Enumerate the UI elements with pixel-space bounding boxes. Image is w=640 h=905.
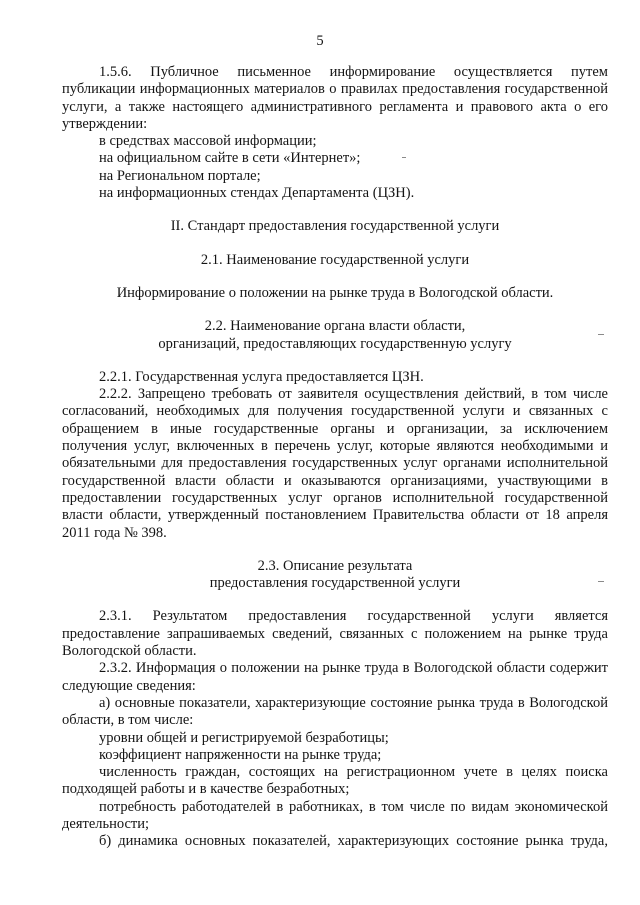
paragraph-gap bbox=[62, 236, 608, 252]
paragraph: численность граждан, состоящих на регистрационном учете в целях поиска подходящей работы и в качестве безработных; bbox=[62, 764, 608, 798]
section-heading: организаций, предоставляющих государственную услугу bbox=[158, 335, 512, 352]
paragraph: б) динамика основных показателей, характеризующих состояние рынка труда, bbox=[99, 833, 608, 850]
section-heading: 2.1. Наименование государственной услуги bbox=[200, 251, 470, 268]
section-heading: Информирование о положении на рынке труда в Вологодской области. bbox=[116, 284, 554, 301]
list-item: на официальном сайте в сети «Интернет»; bbox=[99, 150, 361, 167]
paragraph: 2.3.1. Результатом предоставления государственной услуги является предоставление запрашиваемых сведений, связанных с положением на рынке труда Вологодской области. bbox=[62, 608, 608, 660]
paragraph-gap bbox=[62, 592, 608, 608]
section-heading: 2.2. Наименование органа власти области, bbox=[204, 318, 466, 335]
section-heading: 2.3. Описание результата bbox=[257, 557, 413, 574]
list-item: на Региональном портале; bbox=[99, 167, 261, 184]
paragraph: 2.2.2. Запрещено требовать от заявителя осуществления действий, в том числе согласований, необходимых для получения государственной услуги и связанных с обращением в иные государственные органы и организации, за исключением получения услуг, включенных в перечень услуг, которые являются необходимыми и обязательными для предоставления государственных услуг органами исполнительной государственной власти области и оказываются организациями, участвующими в предоставлении государственных услуг органов исполнительной государственной власти области, утвержденный постановлением Правительства области от 18 апреля 2011 года № 398. bbox=[62, 386, 608, 541]
paragraph-gap bbox=[62, 353, 608, 369]
paragraph: потребность работодателей в работниках, в том числе по видам экономической деятельности; bbox=[62, 798, 608, 832]
scan-mark bbox=[402, 157, 406, 158]
section-heading: II. Стандарт предоставления государственной услуги bbox=[170, 218, 500, 235]
paragraph-gap bbox=[62, 269, 608, 285]
paragraph: 2.2.1. Государственная услуга предоставляется ЦЗН. bbox=[99, 368, 424, 385]
list-item: уровни общей и регистрируемой безработицы; bbox=[99, 729, 389, 746]
list-item: в средствах массовой информации; bbox=[99, 133, 317, 150]
scan-mark bbox=[598, 334, 604, 335]
paragraph-gap bbox=[62, 202, 608, 218]
paragraph-gap bbox=[62, 302, 608, 318]
list-item: коэффициент напряженности на рынке труда; bbox=[99, 746, 382, 763]
page-number: 5 bbox=[316, 33, 324, 49]
paragraph: 1.5.6. Публичное письменное информирование осуществляется путем публикации информационных материалов о правилах предоставления государственной услуги, а также настоящего административного регламента и правового акта о его утверждении: bbox=[62, 64, 608, 132]
document-body bbox=[62, 64, 608, 851]
scan-mark bbox=[598, 581, 604, 582]
paragraph-gap bbox=[62, 542, 608, 558]
paragraph: а) основные показатели, характеризующие состояние рынка труда в Вологодской области, в том числе: bbox=[62, 694, 608, 729]
section-heading: предоставления государственной услуги bbox=[209, 575, 461, 592]
paragraph: 2.3.2. Информация о положении на рынке труда в Вологодской области содержит следующие сведения: bbox=[62, 660, 608, 694]
list-item: на информационных стендах Департамента (ЦЗН). bbox=[99, 185, 415, 202]
